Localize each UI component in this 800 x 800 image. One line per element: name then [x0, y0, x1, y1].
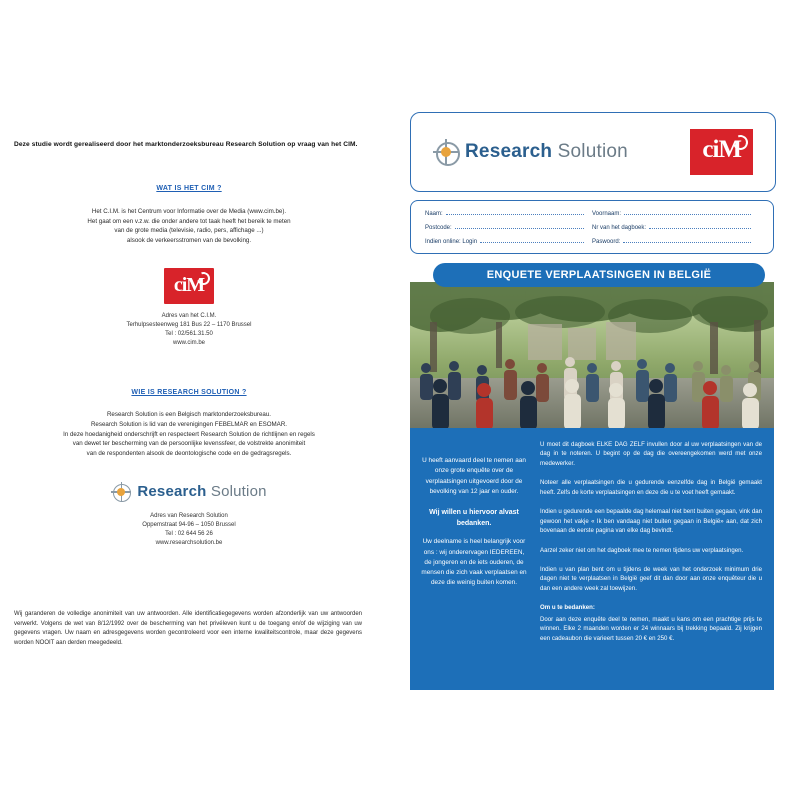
- research-solution-logo: [14, 480, 364, 503]
- instructions-left-column: [420, 456, 528, 589]
- rs-address-line-1: Oppemstraat 94-96 – 1050 Brussel: [142, 521, 236, 528]
- cim-logo-block: [14, 268, 364, 304]
- right-col-reward-heading: Om u te bedanken:: [540, 604, 595, 612]
- crowd-photo-illustration: [410, 282, 774, 430]
- cim-desc-line-3: van de grote media (televisie, radio, pers, affichage ...): [114, 227, 264, 235]
- crowd-photo: [410, 282, 774, 430]
- rs-desc-line-5: van de respondenten alsook de deontologische code en de gedragsregels.: [86, 449, 292, 457]
- brochure-cim-logo: ciM: [690, 129, 753, 175]
- section-title-what-is-cim: WAT IS HET CIM ?: [156, 185, 222, 193]
- research-solution-target-icon: [111, 482, 131, 502]
- paswoord-input[interactable]: [623, 236, 751, 243]
- form-row-login: [425, 236, 759, 245]
- rs-address-line-2: Tel : 02 644 56 26: [165, 530, 213, 537]
- brochure-panel: [404, 112, 786, 696]
- respondent-identification-form: [410, 200, 774, 254]
- rs-address-line-3: www.researchsolution.be: [155, 539, 223, 546]
- rs-word-solution: Solution: [210, 483, 267, 501]
- right-col-paragraph-1: U moet dit dagboek ELKE DAG ZELF invullen door al uw verplaatsingen van de dag in te noteren. U begint op de dag die overeengekomen werd met onze medewerker.: [540, 441, 762, 467]
- brochure-research-solution-logo: [433, 139, 628, 165]
- cim-address-line-1: Terhulpsesteenweg 181 Bus 22 – 1170 Brussel: [126, 321, 252, 328]
- cim-swirl-icon: [195, 269, 212, 286]
- postcode-label: Postcode:: [425, 225, 452, 231]
- rs-desc-line-4: van dewet ter bescherming van de persoonlijke levenssfeer, de volstrekte anonimiteit: [72, 440, 306, 448]
- cim-logo: ciM: [164, 268, 214, 304]
- naam-label: Naam:: [425, 211, 443, 217]
- cim-address: [14, 312, 364, 348]
- brochure-logo-box: [410, 112, 776, 192]
- voornaam-label: Voornaam:: [592, 211, 622, 217]
- left-col-paragraph-1: U heeft aanvaard deel te nemen aan onze grote enquête over de verplaatsingen uitgevoerd door de bevolking van 12 jaar en ouder.: [422, 457, 526, 495]
- brochure-rs-light: Solution: [557, 141, 628, 162]
- postcode-input[interactable]: [455, 222, 584, 229]
- rs-desc-line-3: In deze hoedanigheid onderschrijft en respecteert Research Solution de richtlijnen en regels: [63, 430, 315, 438]
- right-col-paragraph-6: Door aan deze enquête deel te nemen, maakt u kans om een prachtige prijs te winnen. Elke 2 maanden worden er 24 winnaars bij trekking bepaald. Zij krijgen een cadeaubon die varieert tussen 20 € en 250 €.: [540, 615, 762, 642]
- form-row-postcode: [425, 222, 759, 231]
- form-row-name: [425, 208, 759, 217]
- dagboeknummer-input[interactable]: [649, 222, 751, 229]
- paswoord-label: Paswoord:: [592, 239, 621, 245]
- rs-desc-line-2: Research Solution is lid van de verenigingen FEBELMAR en ESOMAR.: [90, 420, 288, 428]
- dagboeknummer-label: Nr van het dagboek:: [592, 225, 647, 231]
- rs-word-research: Research: [137, 483, 207, 501]
- brochure-target-icon: [433, 139, 459, 165]
- rs-address-title: Adres van Research Solution: [150, 512, 228, 519]
- left-information-panel: [14, 140, 364, 670]
- right-col-paragraph-2: Noteer alle verplaatsingen die u gedurende eenzelfde dag in België gemaakt heeft. Zelfs de korte verplaatsingen en deze die u te voet heeft gemaakt.: [540, 479, 762, 496]
- privacy-footer-note: Wij garanderen de volledige anonimiteit van uw antwoorden. Alle identificatiegegevens worden afzonderlijk van uw antwoorden verwerkt. Volgens de wet van 8/12/1992 over de bescherming van het privéleven kunt u de toegang en/of de wijziging van uw gegevens vragen. Uw naam en adresgegevens worden gecontroleerd voor een interne kwaliteitscontrole, maar deze gegevens worden NOOIT aan derden meegedeeld.: [14, 611, 362, 646]
- login-label: Indien online: Login: [425, 239, 478, 245]
- right-col-paragraph-3: Indien u gedurende een bepaalde dag helemaal niet bent buiten gegaan, vink dan gewoon het vakje « Ik ben vandaag niet buiten gegaan in België» aan, dat zich bovenaan de eerste pagina van elke dag bevindt.: [540, 508, 762, 535]
- rs-desc-line-1: Research Solution is een Belgisch marktonderzoeksbureau.: [106, 411, 272, 419]
- left-col-thanks: Wij willen u hiervoor alvast bedanken.: [429, 509, 519, 528]
- research-solution-wordmark: [137, 480, 266, 503]
- right-col-paragraph-4: Aarzel zeker niet om het dagboek mee te nemen tijdens uw verplaatsingen.: [540, 546, 744, 554]
- brochure-instructions: [410, 428, 774, 690]
- left-panel-header: Deze studie wordt gerealiseerd door het marktonderzoeksbureau Research Solution op vraag van het CIM.: [14, 141, 358, 148]
- instructions-right-column: [540, 440, 762, 653]
- login-input[interactable]: [480, 236, 584, 243]
- cim-desc-line-4: alsook de verkeersstromen van de bevolking.: [126, 236, 252, 244]
- rs-description: [39, 410, 339, 458]
- section-title-who-is-research-solution: WIE IS RESEARCH SOLUTION ?: [131, 388, 247, 396]
- survey-title-banner: ENQUETE VERPLAATSINGEN IN BELGIË: [434, 264, 764, 286]
- cim-desc-line-2: Het gaat om een v.z.w. die onder andere tot taak heeft het bereik te meten: [87, 217, 291, 225]
- rs-address: [14, 512, 364, 548]
- cim-address-line-3: www.cim.be: [172, 339, 205, 346]
- right-col-paragraph-5: Indien u van plan bent om u tijdens de week van het onderzoek minimum drie dagen niet te verplaatsen in België geef dit dan door aan onze enquêteur die u dan een andere week zal toewijzen.: [540, 565, 762, 592]
- brochure-rs-wordmark: [465, 141, 628, 163]
- cim-description: [44, 207, 334, 245]
- brochure-cim-swirl-icon: [731, 133, 751, 153]
- naam-input[interactable]: [446, 208, 584, 215]
- voornaam-input[interactable]: [624, 208, 751, 215]
- cim-desc-line-1: Het C.I.M. is het Centrum voor Informatie over de Media (www.cim.be).: [91, 208, 287, 216]
- left-col-paragraph-2: Uw deelname is heel belangrijk voor ons : wij onderervagen IEDEREEN, de jongeren en de iets ouderen, de mensen die zich vaak verplaatsen en deze die weinig buiten komen.: [421, 538, 527, 587]
- cim-address-title: Adres van het C.I.M.: [161, 312, 217, 319]
- brochure-rs-bold: Research: [465, 141, 553, 162]
- cim-address-line-2: Tel : 02/561.31.50: [165, 330, 213, 337]
